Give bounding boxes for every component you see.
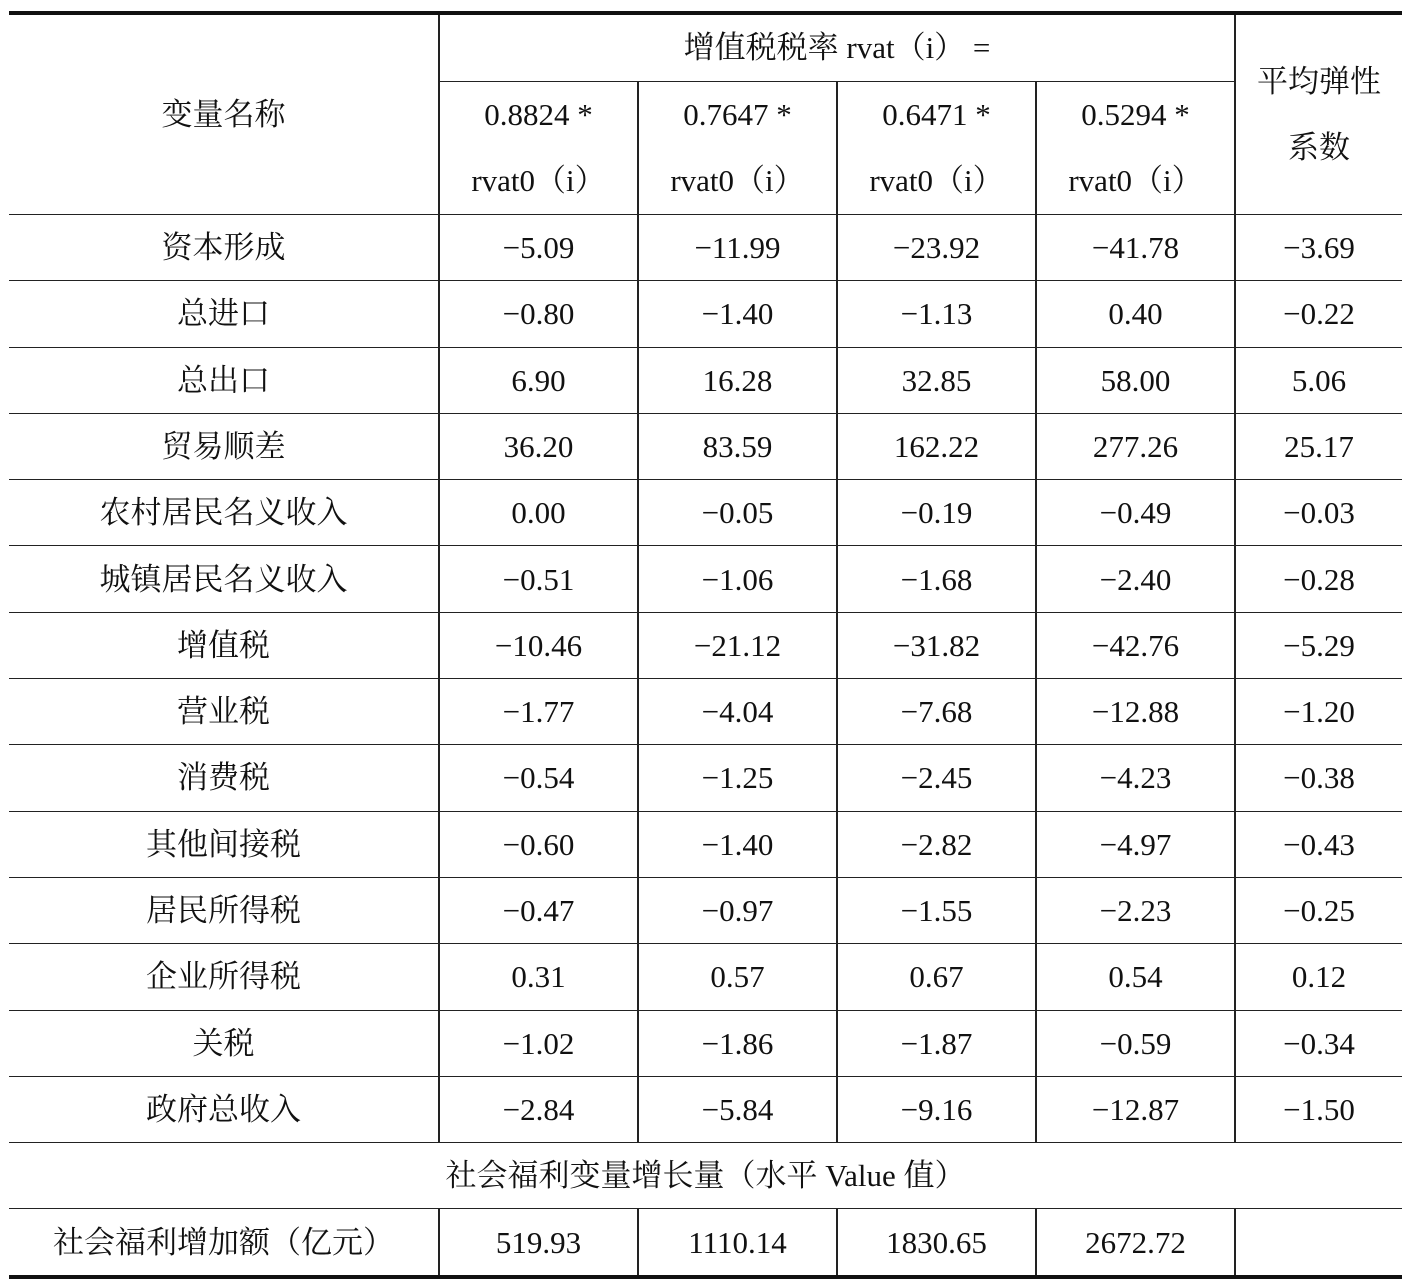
row-avg-elasticity: −0.03 (1235, 480, 1402, 546)
row-value-3: −31.82 (837, 612, 1036, 678)
row-avg-elasticity: −3.69 (1235, 215, 1402, 281)
row-value-4: −0.49 (1036, 480, 1235, 546)
scenario-1-factor: 0.8824 * (484, 97, 593, 132)
welfare-row (9, 1209, 1402, 1277)
row-value-2: 83.59 (638, 413, 837, 479)
row-avg-elasticity: −0.34 (1235, 1010, 1402, 1076)
row-value-3: −7.68 (837, 679, 1036, 745)
header-avg-elasticity-line2: 系数 (1288, 129, 1351, 165)
row-variable-name: 其他间接税 (9, 811, 439, 877)
row-value-3: −9.16 (837, 1076, 1036, 1142)
table-row (9, 811, 1402, 877)
row-value-4: −12.88 (1036, 679, 1235, 745)
row-value-1: −2.84 (439, 1076, 638, 1142)
scenario-3-base: rvat0（i） (869, 163, 1004, 198)
row-value-4: −42.76 (1036, 612, 1235, 678)
row-avg-elasticity: −1.20 (1235, 679, 1402, 745)
row-value-3: 32.85 (837, 347, 1036, 413)
row-value-2: −1.06 (638, 546, 837, 612)
row-value-3: −2.82 (837, 811, 1036, 877)
row-value-4: 0.54 (1036, 944, 1235, 1010)
row-value-2: −1.25 (638, 745, 837, 811)
header-scenario-3 (837, 82, 1036, 215)
row-value-2: −11.99 (638, 215, 837, 281)
table-row (9, 944, 1402, 1010)
row-avg-elasticity: −0.43 (1235, 811, 1402, 877)
welfare-avg (1235, 1209, 1402, 1277)
table-body (9, 13, 1402, 1277)
row-value-4: −4.97 (1036, 811, 1235, 877)
header-avg-elasticity-line1: 平均弹性 (1257, 63, 1382, 99)
table-row (9, 745, 1402, 811)
scenario-2-base: rvat0（i） (670, 163, 805, 198)
table-row (9, 480, 1402, 546)
row-value-3: −1.68 (837, 546, 1036, 612)
row-value-1: −5.09 (439, 215, 638, 281)
row-value-1: −0.54 (439, 745, 638, 811)
row-variable-name: 贸易顺差 (9, 413, 439, 479)
row-variable-name: 城镇居民名义收入 (9, 546, 439, 612)
header-scenario-2 (638, 82, 837, 215)
header-scenario-4 (1036, 82, 1235, 215)
row-value-2: −5.84 (638, 1076, 837, 1142)
row-value-1: 36.20 (439, 413, 638, 479)
row-variable-name: 关税 (9, 1010, 439, 1076)
welfare-value-2: 1110.14 (638, 1209, 837, 1277)
row-avg-elasticity: −0.28 (1235, 546, 1402, 612)
table-row (9, 612, 1402, 678)
row-variable-name: 企业所得税 (9, 944, 439, 1010)
row-avg-elasticity: 0.12 (1235, 944, 1402, 1010)
row-value-2: −21.12 (638, 612, 837, 678)
row-avg-elasticity: −5.29 (1235, 612, 1402, 678)
row-value-1: −0.80 (439, 281, 638, 347)
row-value-4: −41.78 (1036, 215, 1235, 281)
row-variable-name: 政府总收入 (9, 1076, 439, 1142)
row-variable-name: 资本形成 (9, 215, 439, 281)
scenario-2-factor: 0.7647 * (683, 97, 792, 132)
row-value-1: 6.90 (439, 347, 638, 413)
row-value-2: −1.40 (638, 811, 837, 877)
welfare-row-name: 社会福利增加额（亿元） (9, 1209, 439, 1277)
row-avg-elasticity: −0.22 (1235, 281, 1402, 347)
table-row (9, 281, 1402, 347)
table-row (9, 347, 1402, 413)
row-value-2: −0.97 (638, 877, 837, 943)
row-value-1: 0.00 (439, 480, 638, 546)
welfare-section-row (9, 1143, 1402, 1209)
row-value-2: −4.04 (638, 679, 837, 745)
table-row (9, 546, 1402, 612)
row-variable-name: 农村居民名义收入 (9, 480, 439, 546)
row-value-3: 162.22 (837, 413, 1036, 479)
row-value-4: 58.00 (1036, 347, 1235, 413)
row-value-2: 0.57 (638, 944, 837, 1010)
scenario-1-base: rvat0（i） (471, 163, 606, 198)
row-value-4: 277.26 (1036, 413, 1235, 479)
row-value-3: −1.55 (837, 877, 1036, 943)
row-value-2: −1.40 (638, 281, 837, 347)
table-row (9, 1010, 1402, 1076)
row-value-4: −2.40 (1036, 546, 1235, 612)
row-value-3: −0.19 (837, 480, 1036, 546)
row-value-4: 0.40 (1036, 281, 1235, 347)
row-value-4: −0.59 (1036, 1010, 1235, 1076)
welfare-value-3: 1830.65 (837, 1209, 1036, 1277)
header-scenario-1 (439, 82, 638, 215)
row-avg-elasticity: −0.38 (1235, 745, 1402, 811)
row-variable-name: 增值税 (9, 612, 439, 678)
row-avg-elasticity: −1.50 (1235, 1076, 1402, 1142)
row-value-3: −2.45 (837, 745, 1036, 811)
table-row (9, 413, 1402, 479)
header-rate-label: 增值税税率 rvat（i） = (439, 13, 1235, 82)
row-value-1: −0.60 (439, 811, 638, 877)
welfare-value-1: 519.93 (439, 1209, 638, 1277)
row-value-1: −1.77 (439, 679, 638, 745)
row-value-3: 0.67 (837, 944, 1036, 1010)
row-value-2: −0.05 (638, 480, 837, 546)
row-variable-name: 总出口 (9, 347, 439, 413)
row-value-3: −23.92 (837, 215, 1036, 281)
row-value-4: −2.23 (1036, 877, 1235, 943)
row-value-4: −4.23 (1036, 745, 1235, 811)
row-value-1: −0.47 (439, 877, 638, 943)
row-avg-elasticity: 5.06 (1235, 347, 1402, 413)
row-value-4: −12.87 (1036, 1076, 1235, 1142)
row-value-3: −1.13 (837, 281, 1036, 347)
table-row (9, 877, 1402, 943)
welfare-section-title: 社会福利变量增长量（水平 Value 值） (9, 1143, 1402, 1209)
row-value-3: −1.87 (837, 1010, 1036, 1076)
header-row-1 (9, 13, 1402, 82)
row-variable-name: 消费税 (9, 745, 439, 811)
welfare-value-4: 2672.72 (1036, 1209, 1235, 1277)
header-avg-elasticity (1235, 13, 1402, 215)
row-value-1: 0.31 (439, 944, 638, 1010)
row-value-1: −1.02 (439, 1010, 638, 1076)
row-variable-name: 总进口 (9, 281, 439, 347)
scenario-4-factor: 0.5294 * (1081, 97, 1190, 132)
data-table (9, 11, 1402, 1279)
row-value-1: −10.46 (439, 612, 638, 678)
table-row (9, 1076, 1402, 1142)
table-row (9, 679, 1402, 745)
scenario-3-factor: 0.6471 * (882, 97, 991, 132)
row-avg-elasticity: 25.17 (1235, 413, 1402, 479)
row-value-2: −1.86 (638, 1010, 837, 1076)
row-value-1: −0.51 (439, 546, 638, 612)
row-variable-name: 营业税 (9, 679, 439, 745)
row-avg-elasticity: −0.25 (1235, 877, 1402, 943)
header-variable-name: 变量名称 (9, 13, 439, 215)
scenario-4-base: rvat0（i） (1068, 163, 1203, 198)
table-row (9, 215, 1402, 281)
row-variable-name: 居民所得税 (9, 877, 439, 943)
row-value-2: 16.28 (638, 347, 837, 413)
